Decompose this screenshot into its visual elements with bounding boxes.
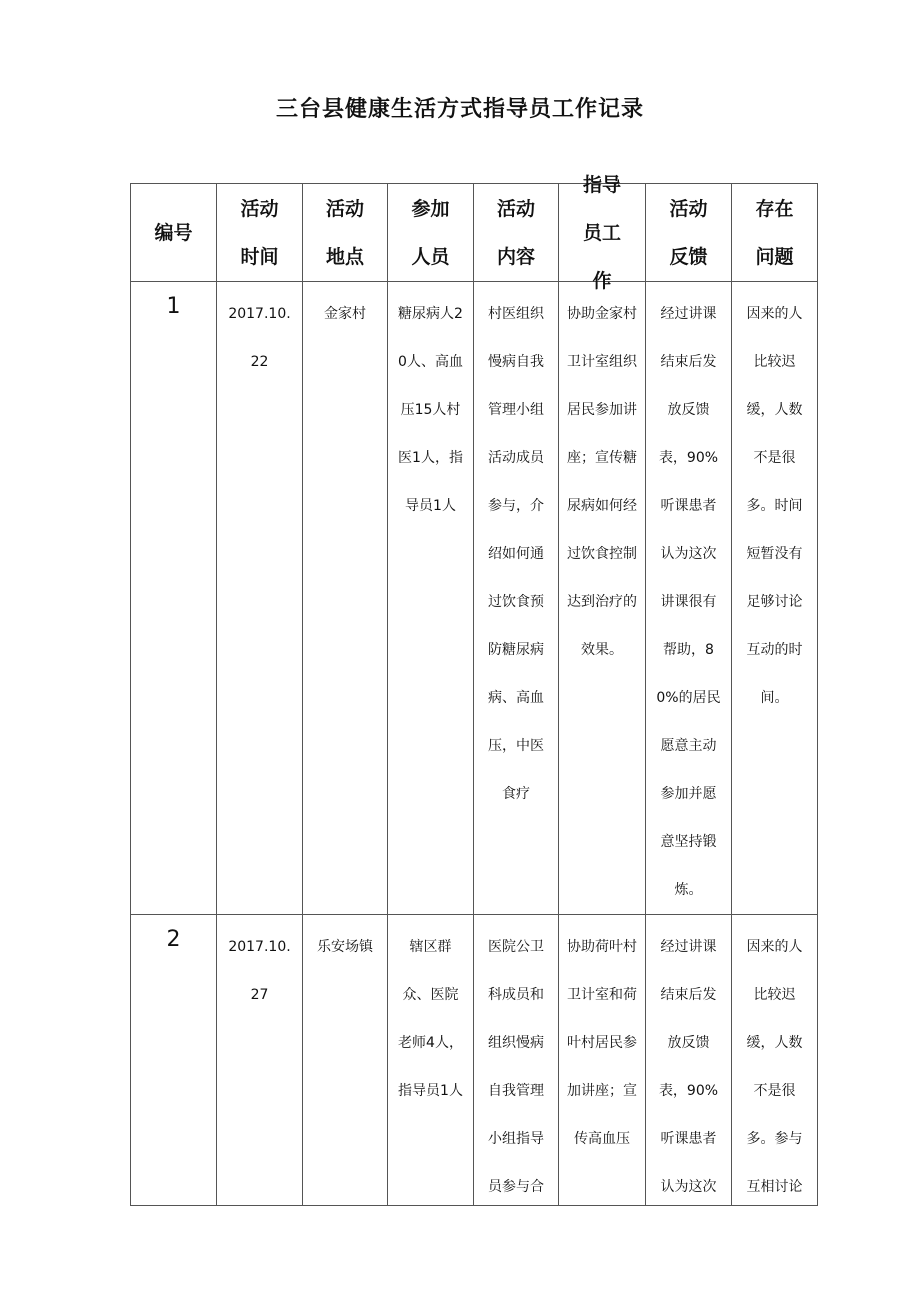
header-feedback: 活动反馈	[646, 184, 732, 282]
cell-problems: 因来的人比较迟缓，人数不是很多。参与互相讨论	[732, 915, 818, 1206]
table-row	[131, 915, 818, 1206]
cell-feedback: 经过讲课结束后发放反馈表，90%听课患者认为这次	[646, 915, 732, 1206]
table-header-row	[131, 184, 818, 282]
cell-problems: 因来的人比较迟缓，人数不是很多。时间短暂没有足够讨论互动的时间。	[732, 282, 818, 915]
cell-participants: 糖尿病人20人、高血压15人村医1人，指导员1人	[388, 282, 474, 915]
cell-number: 2	[131, 915, 217, 1206]
document-title: 三台县健康生活方式指导员工作记录	[275, 97, 644, 122]
header-instructor-work: 指导员工作	[559, 184, 646, 282]
cell-participants: 辖区群众、医院老师4人，指导员1人	[388, 915, 474, 1206]
header-problems: 存在问题	[732, 184, 818, 282]
header-participants: 参加人员	[388, 184, 474, 282]
header-time: 活动时间	[217, 184, 303, 282]
cell-instructor-work: 协助金家村卫计室组织居民参加讲座；宣传糖尿病如何经过饮食控制达到治疗的效果。	[559, 282, 646, 915]
cell-instructor-work: 协助荷叶村卫计室和荷叶村居民参加讲座；宣传高血压	[559, 915, 646, 1206]
work-record-table	[130, 173, 818, 1206]
cell-content: 医院公卫科成员和组织慢病自我管理小组指导员参与合	[474, 915, 559, 1206]
cell-place: 乐安场镇	[303, 915, 388, 1206]
header-place: 活动地点	[303, 184, 388, 282]
cell-time: 2017.10.27	[217, 915, 303, 1206]
cell-time: 2017.10.22	[217, 282, 303, 915]
cell-content: 村医组织慢病自我管理小组活动成员参与，介绍如何通过饮食预防糖尿病病、高血压，中医食疗	[474, 282, 559, 915]
cell-feedback: 经过讲课结束后发放反馈表，90%听课患者认为这次讲课很有帮助，80%的居民愿意主动参加并愿意坚持锻炼。	[646, 282, 732, 915]
header-content: 活动内容	[474, 184, 559, 282]
header-number: 编号	[131, 184, 217, 282]
cell-number: 1	[131, 282, 217, 915]
table-row	[131, 282, 818, 915]
cell-place: 金家村	[303, 282, 388, 915]
